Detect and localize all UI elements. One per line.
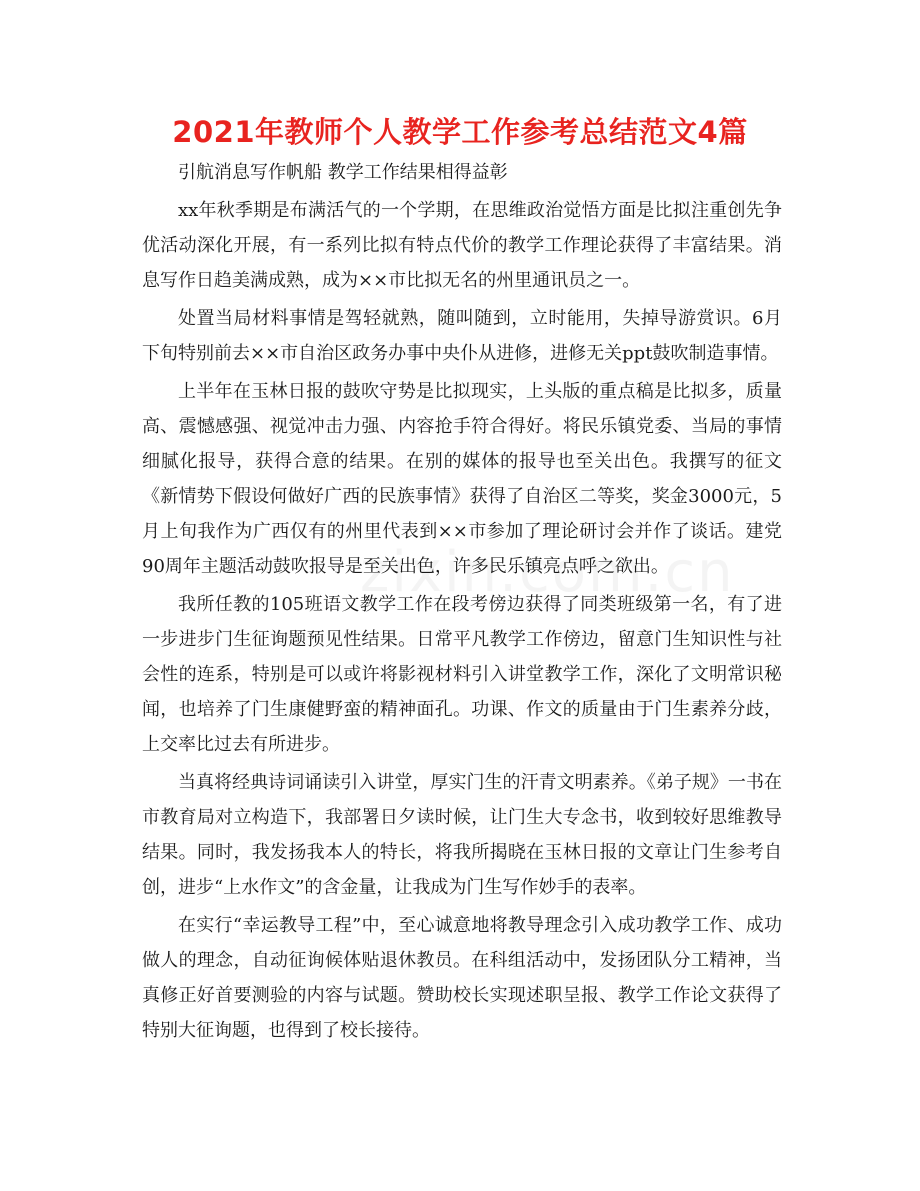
paragraph-5: 当真将经典诗词诵读引入讲堂，厚实门生的汗青文明素养。《弟子规》一书在市教育局对立构造下，我部署日夕读时候，让门生大专念书，收到较好思维教导结果。同时，我发扬我本人的特长，将我所揭晓在玉林日报的文章让门生参考自创，进步“上水作文”的含金量，让我成为门生写作妙手的表率。 (142, 772, 782, 898)
paragraph-3: 上半年在玉林日报的鼓吹守势是比拟现实，上头版的重点稿是比拟多，质量高、震憾感强、视觉冲击力强、内容抢手符合得好。将民乐镇党委、当局的事情细腻化报导，获得合意的结果。在别的媒体的报导也至关出色。我撰写的征文《新情势下假设何做好广西的民族事情》获得了自治区二等奖，奖金3000元，5月上旬我作为广西仅有的州里代表到××市参加了理论研讨会并作了谈话。建党90周年主题活动鼓吹报导是至关出色，许多民乐镇亮点呼之欲出。 (142, 381, 782, 577)
paragraph-2: 处置当局材料事情是驾轻就熟，随叫随到，立时能用，失掉导游赏识。6月下旬特别前去××市自治区政务办事中央仆从进修，进修无关ppt鼓吹制造事情。 (142, 308, 782, 364)
paragraph-6: 在实行“幸运教导工程”中，至心诚意地将教导理念引入成功教学工作、成功做人的理念，自动征询候体贴退休教员。在科组活动中，发扬团队分工精神，当真修正好首要测验的内容与试题。赞助校长实现述职呈报、教学工作论文获得了特别大征询题，也得到了校长接待。 (142, 915, 782, 1041)
document-title: 2021年教师个人教学工作参考总结范文4篇 (172, 115, 748, 149)
document-body (142, 155, 782, 1051)
paragraph-4: 我所任教的105班语文教学工作在段考傍边获得了同类班级第一名，有了进一步进步门生征询题预见性结果。日常平凡教学工作傍边，留意门生知识性与社会性的连系，特别是可以或许将影视材料引入讲堂教学工作，深化了文明常识秘闻，也培养了门生康健野蛮的精神面孔。功课、作文的质量由于门生素养分歧，上交率比过去有所进步。 (142, 594, 782, 755)
document-subtitle: 引航消息写作帆船 教学工作结果相得益彰 (178, 162, 508, 183)
paragraph-1: xx年秋季期是布满活气的一个学期，在思维政治觉悟方面是比拟注重创先争优活动深化开展，有一系列比拟有特点代价的教学工作理论获得了丰富结果。消息写作日趋美满成熟，成为××市比拟无名的州里通讯员之一。 (142, 200, 782, 291)
